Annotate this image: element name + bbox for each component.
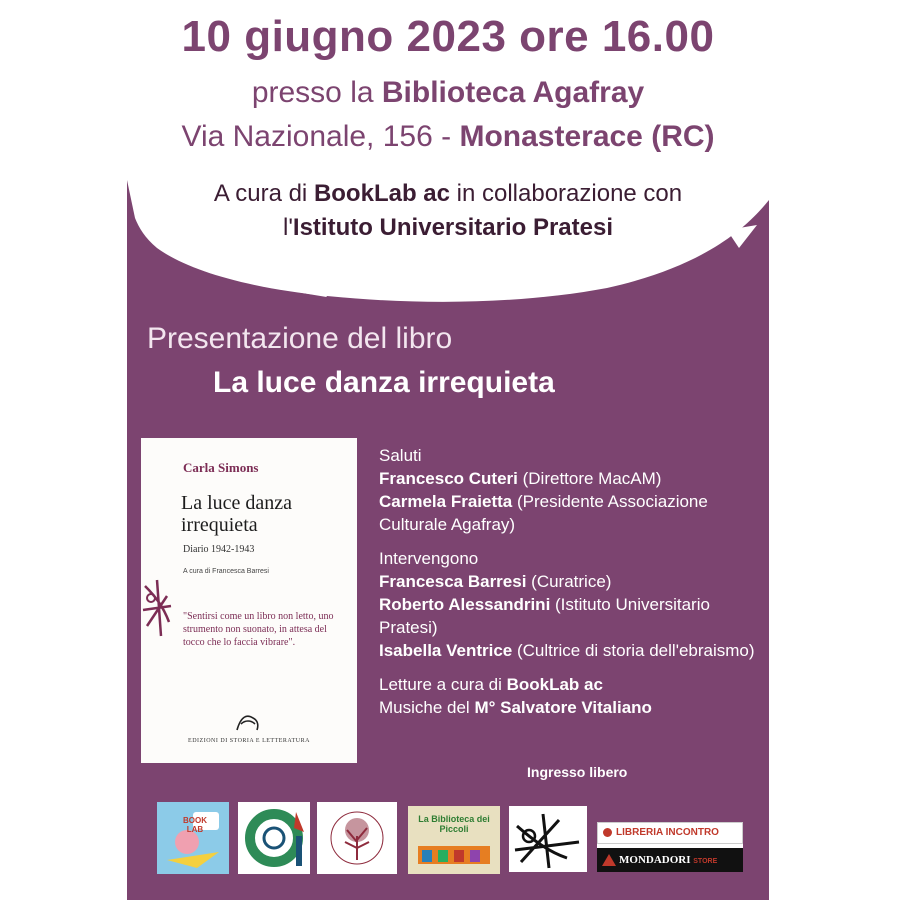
event-program (379, 444, 759, 719)
circle-logo (238, 802, 310, 874)
ship-icon (509, 806, 587, 872)
speaker-role: (Curatrice) (526, 572, 612, 591)
libreria-incontro-label (597, 822, 743, 844)
book-title: La luce danza irrequieta (181, 492, 293, 536)
speaker-role: (Presidente Associazione Culturale Agafray) (379, 492, 708, 534)
book-subtitle: Diario 1942-1943 (183, 544, 255, 555)
libreria-dot-icon (603, 828, 612, 837)
letture-by: BookLab ac (506, 675, 603, 694)
event-poster (127, 0, 769, 900)
booklab-logo (157, 802, 229, 874)
intervengono-item (379, 593, 759, 639)
curated-by: BookLab ac (313, 180, 450, 207)
book-publisher: EDIZIONI DI STORIA E LETTERATURA (188, 738, 310, 744)
letture-line (379, 673, 759, 696)
booklab-logo-text: BOOK LAB (183, 816, 207, 834)
speaker-name: Isabella Ventrice (379, 641, 513, 660)
venue-name: Biblioteca Agafray (381, 76, 645, 109)
speaker-name: Roberto Alessandrini (379, 595, 551, 614)
institute-logo (317, 802, 397, 874)
musiche-prefix: Musiche del (379, 698, 475, 717)
intervengono-item (379, 570, 759, 593)
left-margin (0, 0, 127, 900)
circle-emblem-icon (238, 802, 310, 874)
book-cover (141, 438, 357, 763)
event-date: 10 giugno 2023 ore 16.00 (181, 12, 715, 61)
saluti-heading: Saluti (379, 446, 422, 465)
speaker-name: Francesca Barresi (379, 572, 527, 591)
saluti-item (379, 467, 759, 490)
libreria-mondadori-logo (597, 822, 743, 872)
event-address (127, 120, 769, 154)
intervengono-item (379, 639, 759, 662)
speaker-role: (Cultrice di storia dell'ebraismo) (512, 641, 755, 660)
venue-prefix: presso la (251, 76, 374, 109)
curated-suffix: in collaborazione con (456, 180, 683, 207)
publisher-logo-icon (233, 710, 263, 734)
tree-icon (317, 802, 397, 874)
speaker-name: Carmela Fraietta (379, 492, 513, 511)
musiche-line (379, 696, 759, 719)
intervengono-heading: Intervengono (379, 549, 479, 568)
mondadori-text: MONDADORI (619, 854, 691, 866)
book-quote: "Sentirsi come un libro non letto, uno strumento non suonato, in attesa del tocco che lo faccia vibrare". (183, 611, 334, 648)
presentation-label: Presentazione del libro (147, 322, 453, 355)
free-entry-note: Ingresso libero (527, 764, 628, 780)
booklab-mascot-icon (157, 802, 229, 874)
collab-line (127, 214, 769, 242)
mondadori-triangle-icon (602, 854, 616, 866)
letture-prefix: Letture a cura di (379, 675, 507, 694)
libreria-text: LIBRERIA INCONTRO (616, 827, 719, 838)
curated-line (127, 180, 769, 208)
biblioteca-piccoli-logo (408, 806, 500, 874)
musiche-by: M° Salvatore Vitaliano (474, 698, 652, 717)
right-margin (769, 0, 900, 900)
address-street: Via Nazionale, 156 - (181, 120, 452, 153)
event-venue (127, 76, 769, 110)
biblio-logo-text: La Biblioteca dei Piccoli (418, 814, 490, 834)
saluti-item (379, 490, 759, 536)
presentation-title: La luce danza irrequieta (213, 366, 555, 399)
mondadori-store-label (597, 848, 743, 872)
book-curator: A cura di Francesca Barresi (183, 568, 269, 575)
collab-name: Istituto Universitario Pratesi (292, 214, 613, 241)
mondadori-store-text: STORE (693, 858, 718, 865)
ship-deco-icon (141, 566, 177, 646)
speaker-name: Francesco Cuteri (379, 469, 518, 488)
address-city: Monasterace (RC) (459, 120, 715, 153)
ship-logo (509, 806, 587, 872)
speaker-role: (Istituto Universitario Pratesi) (379, 595, 710, 637)
speaker-role: (Direttore MacAM) (517, 469, 662, 488)
curated-prefix: A cura di (213, 180, 308, 207)
collab-prefix: l' (282, 214, 293, 241)
book-author: Carla Simons (183, 460, 259, 475)
